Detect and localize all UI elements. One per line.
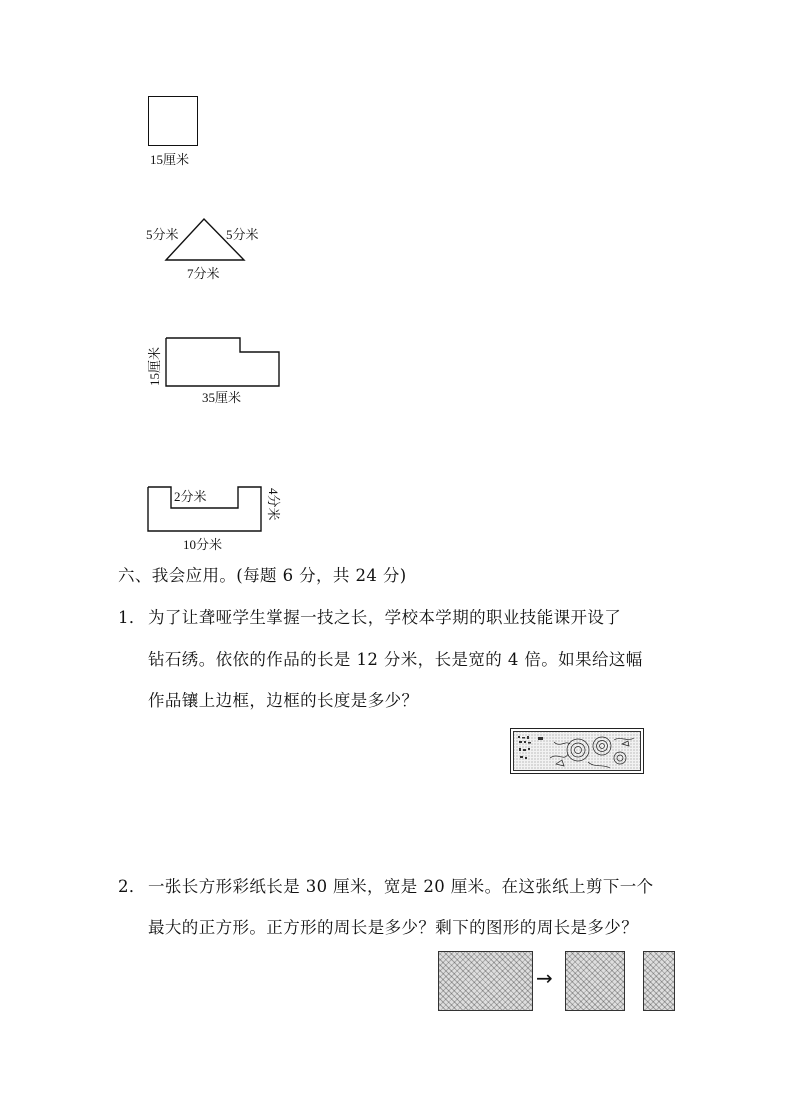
question-1-line-1: 为了让聋哑学生掌握一技之长，学校本学期的职业技能课开设了 xyxy=(148,608,622,627)
question-2-line-1: 一张长方形彩纸长是 30 厘米，宽是 20 厘米。在这张纸上剪下一个 xyxy=(148,877,654,896)
square-figure xyxy=(148,96,198,146)
arrow-icon: → xyxy=(536,966,553,990)
colored-paper-rectangle xyxy=(438,951,533,1011)
step-shape-height-label: 15厘米 xyxy=(147,346,162,386)
question-2-line-2: 最大的正方形。正方形的周长是多少？剩下的图形的周长是多少？ xyxy=(148,918,639,937)
question-1-line-2: 钻石绣。依依的作品的长是 12 分米，长是宽的 4 倍。如果给这幅 xyxy=(148,650,643,669)
triangle-bottom-label: 7分米 xyxy=(187,266,220,281)
triangle-left-label: 5分米 xyxy=(146,227,179,242)
embroidery-artwork-image xyxy=(510,728,644,774)
cut-square xyxy=(565,951,625,1011)
step-shape-figure xyxy=(160,333,285,393)
section-heading: 六、我会应用。(每题 6 分，共 24 分) xyxy=(118,566,407,585)
triangle-right-label: 5分米 xyxy=(226,227,259,242)
question-1-line-3: 作品镶上边框，边框的长度是多少？ xyxy=(148,691,419,710)
question-1-number: 1． xyxy=(118,608,146,627)
question-2-number: 2． xyxy=(118,877,146,896)
u-shape-inner-label: 2分米 xyxy=(174,489,207,504)
remaining-strip xyxy=(643,951,675,1011)
square-side-label: 15厘米 xyxy=(150,152,190,167)
step-shape-width-label: 35厘米 xyxy=(202,390,242,405)
u-shape-width-label: 10分米 xyxy=(183,537,223,552)
u-shape-height-label: 4分米 xyxy=(266,488,281,521)
